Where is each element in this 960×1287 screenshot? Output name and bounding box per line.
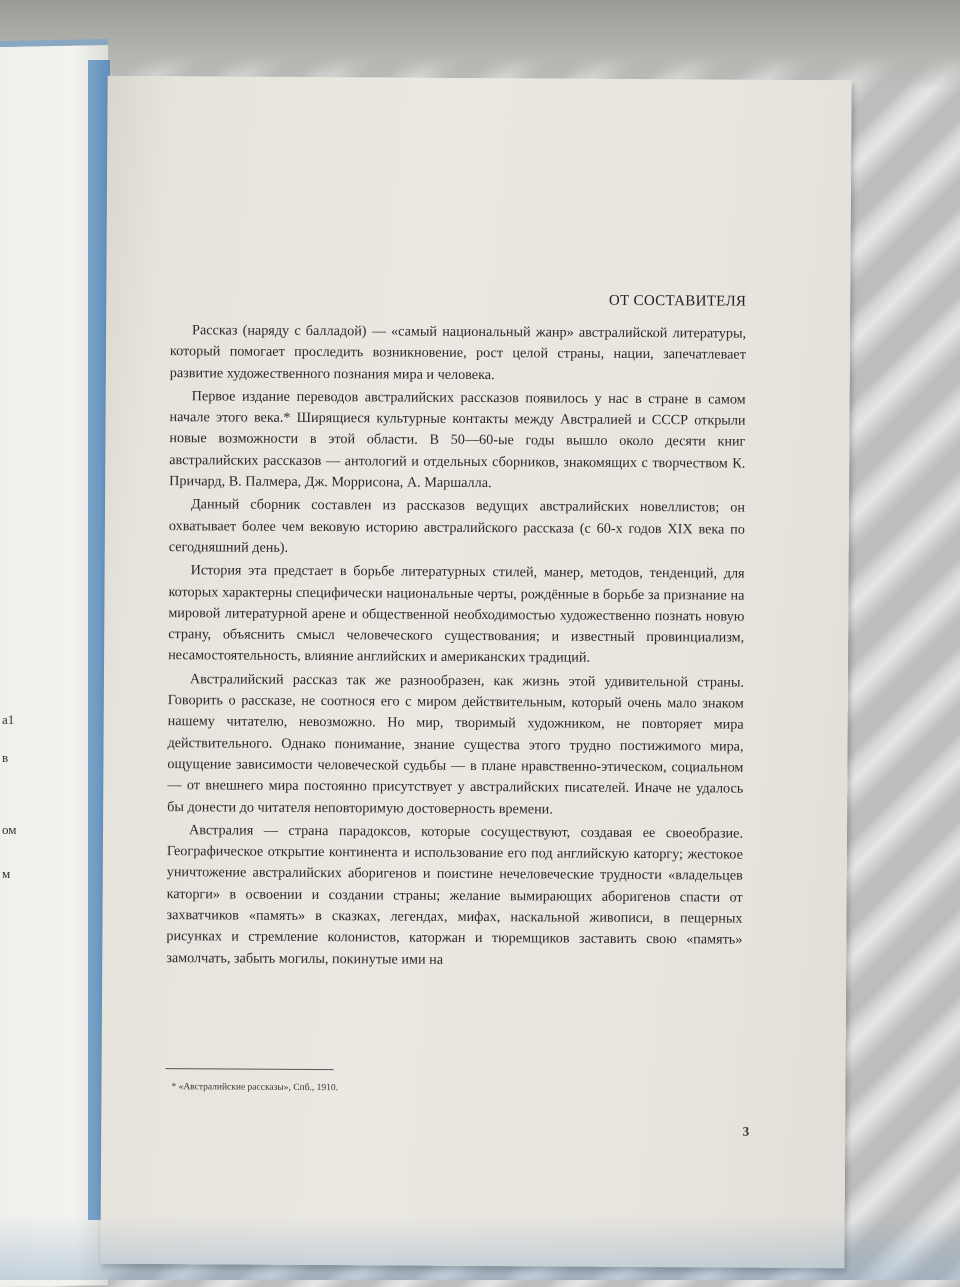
footnote-rule <box>166 1068 334 1070</box>
paragraph: История эта предстает в борьбе литературных стилей, манер, методов, тенденций, для которых характерны специфически национальные черты, рождённые в борьбе за признание на мировой литературной арене и общественной необходимостью художественно познать новую страну, объяснить смысл человеческого существования; и известный провинциализм, несамостоятельность, влияние английских и американских традиций. <box>168 562 745 667</box>
body-text <box>166 320 746 972</box>
paragraph: Рассказ (наряду с балладой) — «самый национальный жанр» австралийской литературы, который помогает проследить возникновение, рост целой страны, нации, запечатлевает развитие художественного познания мира и человека. <box>169 322 747 383</box>
footnote: * «Австралийские рассказы», Спб., 1910. <box>171 1082 339 1094</box>
left-page-fragment: м <box>2 866 11 881</box>
paragraph: Австралия — страна парадоксов, которые сосуществуют, создавая ее своеобразие. Географическое открытие континента и использование его под английскую каторгу; жестокое уничтожение австралийских аборигенов и поистине нечеловеческие трудности «владельцев каторги» в освоении и создании страны; желание вымирающих аборигенов спасти от захватчиков «память» в сказках, легендах, мифах, наскальной живописи, в пещерных рисунках и стремление колонистов, каторжан и тюремщиков заставить свою «память» замолчать, забыть могилы, покинутые ими на <box>166 822 744 968</box>
paragraph: Австралийский рассказ так же разнообразен, как жизнь этой удивительной страны. Говорить о рассказе, не соотнося его с миром действительным, который очень мало знаком нашему читателю, невозможно. Но мир, творимый художником, не повторяет мира действительного. Однако понимание, знание существа этого трудно постижимого мира, ощущение зависимости человеческой судьбы — в плане нравственно-этическом, социальном — от внешнего мира постоянно присутствует у австралийских писателей. Иначе не удалось бы донести до читателя неповторимую достоверность времени. <box>167 671 744 818</box>
left-page-fragment: а1 <box>2 712 15 727</box>
paragraph: Первое издание переводов австралийских рассказов появилось у нас в стране в самом начале этого века.* Ширящиеся культурные контакты между Австралией и СССР открыли новые возможности в этой области. В 50—60-ые годы вышло около десяти книг австралийских рассказов — антологий и отдельных сборников, знакомящих с творчеством К. Причард, В. Палмера, Дж. Моррисона, А. Маршалла. <box>169 388 746 492</box>
left-page-fragment: ом <box>2 822 17 837</box>
bottom-cover-edge <box>0 1215 960 1280</box>
page-number: 3 <box>742 1123 750 1139</box>
book-page <box>100 76 851 1269</box>
paragraph: Данный сборник составлен из рассказов ведущих австралийских новеллистов; он охватывает более чем вековую историю австралийского рассказа (с 60-х годов XIX века по сегодняшний день). <box>168 496 746 556</box>
left-page-fragment: в <box>2 750 9 765</box>
section-heading: ОТ СОСТАВИТЕЛЯ <box>608 292 747 310</box>
